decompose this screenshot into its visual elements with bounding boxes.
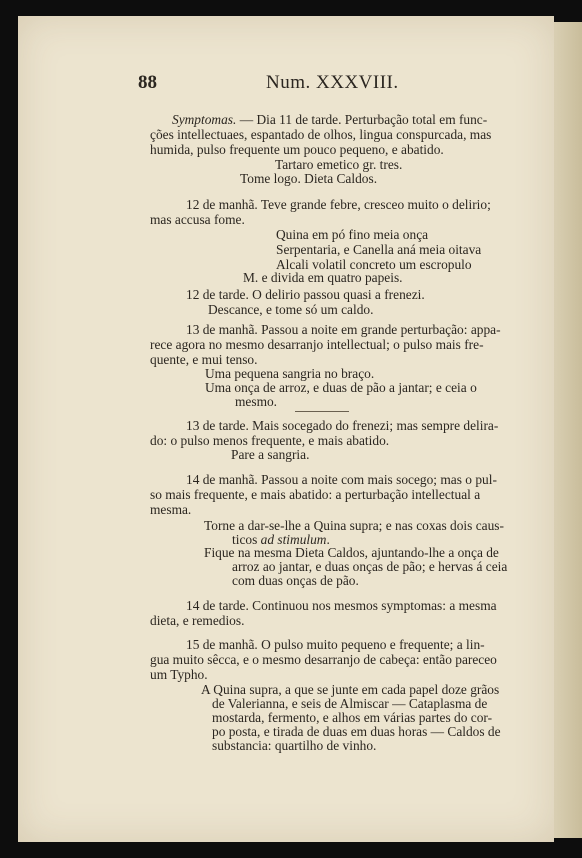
text-line: Uma pequena sangria no braço. <box>205 366 375 381</box>
text-line: com duas onças de pão. <box>232 573 359 588</box>
text-line: mostarda, fermento, e alhos em várias partes do cor- <box>212 710 493 725</box>
text-line: 14 de tarde. Continuou nos mesmos symptomas: a mesma <box>186 598 497 613</box>
text-line: Alcali volatil concreto um escropulo <box>276 257 472 272</box>
text-line: humida, pulso frequente um pouco pequeno, e abatido. <box>150 142 444 157</box>
page-title: Num. XXXVIII. <box>266 72 399 93</box>
text-line: Torne a dar-se-lhe a Quina supra; e nas coxas dois caus- <box>204 518 504 533</box>
text-line: Tartaro emetico gr. tres. <box>275 157 403 172</box>
text-line: po posta, e tirada de duas em duas horas — Caldos de <box>212 724 501 739</box>
text-line: 12 de tarde. O delirio passou quasi a frenezi. <box>186 287 425 302</box>
page-number: 88 <box>138 72 157 93</box>
text-line: M. e divida em quatro papeis. <box>243 270 403 285</box>
text-line: Descance, e tome só um caldo. <box>208 302 374 317</box>
text-line: 13 de manhã. Passou a noite em grande perturbação: appa- <box>186 322 501 337</box>
text-line: A Quina supra, a que se junte em cada papel doze grãos <box>201 682 500 697</box>
text-line: Fique na mesma Dieta Caldos, ajuntando-lhe a onça de <box>204 545 499 560</box>
text-line: mas accusa fome. <box>150 212 245 227</box>
text-line: rece agora no mesmo desarranjo intellectual; o pulso mais fre- <box>150 337 484 352</box>
section-divider <box>295 411 349 412</box>
text-line: de Valerianna, e seis de Almiscar — Cataplasma de <box>212 696 488 711</box>
text-line: dieta, e remedios. <box>150 613 245 628</box>
text-line: 14 de manhã. Passou a noite com mais socego; mas o pul- <box>186 472 497 487</box>
text-line: Serpentaria, e Canella aná meia oitava <box>276 242 482 257</box>
text-line: um Typho. <box>150 667 208 682</box>
text-line: Symptomas. — Dia 11 de tarde. Perturbação total em func- <box>172 112 488 127</box>
text-line: Uma onça de arroz, e duas de pão a jantar; e ceia o <box>205 380 477 395</box>
text-line: quente, e mui tenso. <box>150 352 258 367</box>
text-line: Tome logo. Dieta Caldos. <box>240 171 378 186</box>
text-line: 15 de manhã. O pulso muito pequeno e frequente; a lin- <box>186 637 485 652</box>
text-line: so mais frequente, e mais abatido: a perturbação intellectual a <box>150 487 481 502</box>
text-line: gua muito sêcca, e o mesmo desarranjo de cabeça: então pareceo <box>150 652 497 667</box>
text-line: ções intellectuaes, espantado de olhos, lingua conspurcada, mas <box>150 127 492 142</box>
text-line: substancia: quartilho de vinho. <box>212 738 377 753</box>
text-line: arroz ao jantar, e duas onças de pão; e hervas á ceia <box>232 559 508 574</box>
adjacent-page-edge <box>554 22 582 838</box>
text-line: mesma. <box>150 502 192 517</box>
text-line: mesmo. <box>235 394 278 409</box>
text-line: 13 de tarde. Mais socegado do frenezi; mas sempre delira- <box>186 418 499 433</box>
text-line: Quina em pó fino meia onça <box>276 227 429 242</box>
text-line: ticos ad stimulum. <box>232 532 330 547</box>
text-line: 12 de manhã. Teve grande febre, cresceo muito o delirio; <box>186 197 491 212</box>
text-line: Pare a sangria. <box>231 447 310 462</box>
text-line: do: o pulso menos frequente, e mais abatido. <box>150 433 390 448</box>
